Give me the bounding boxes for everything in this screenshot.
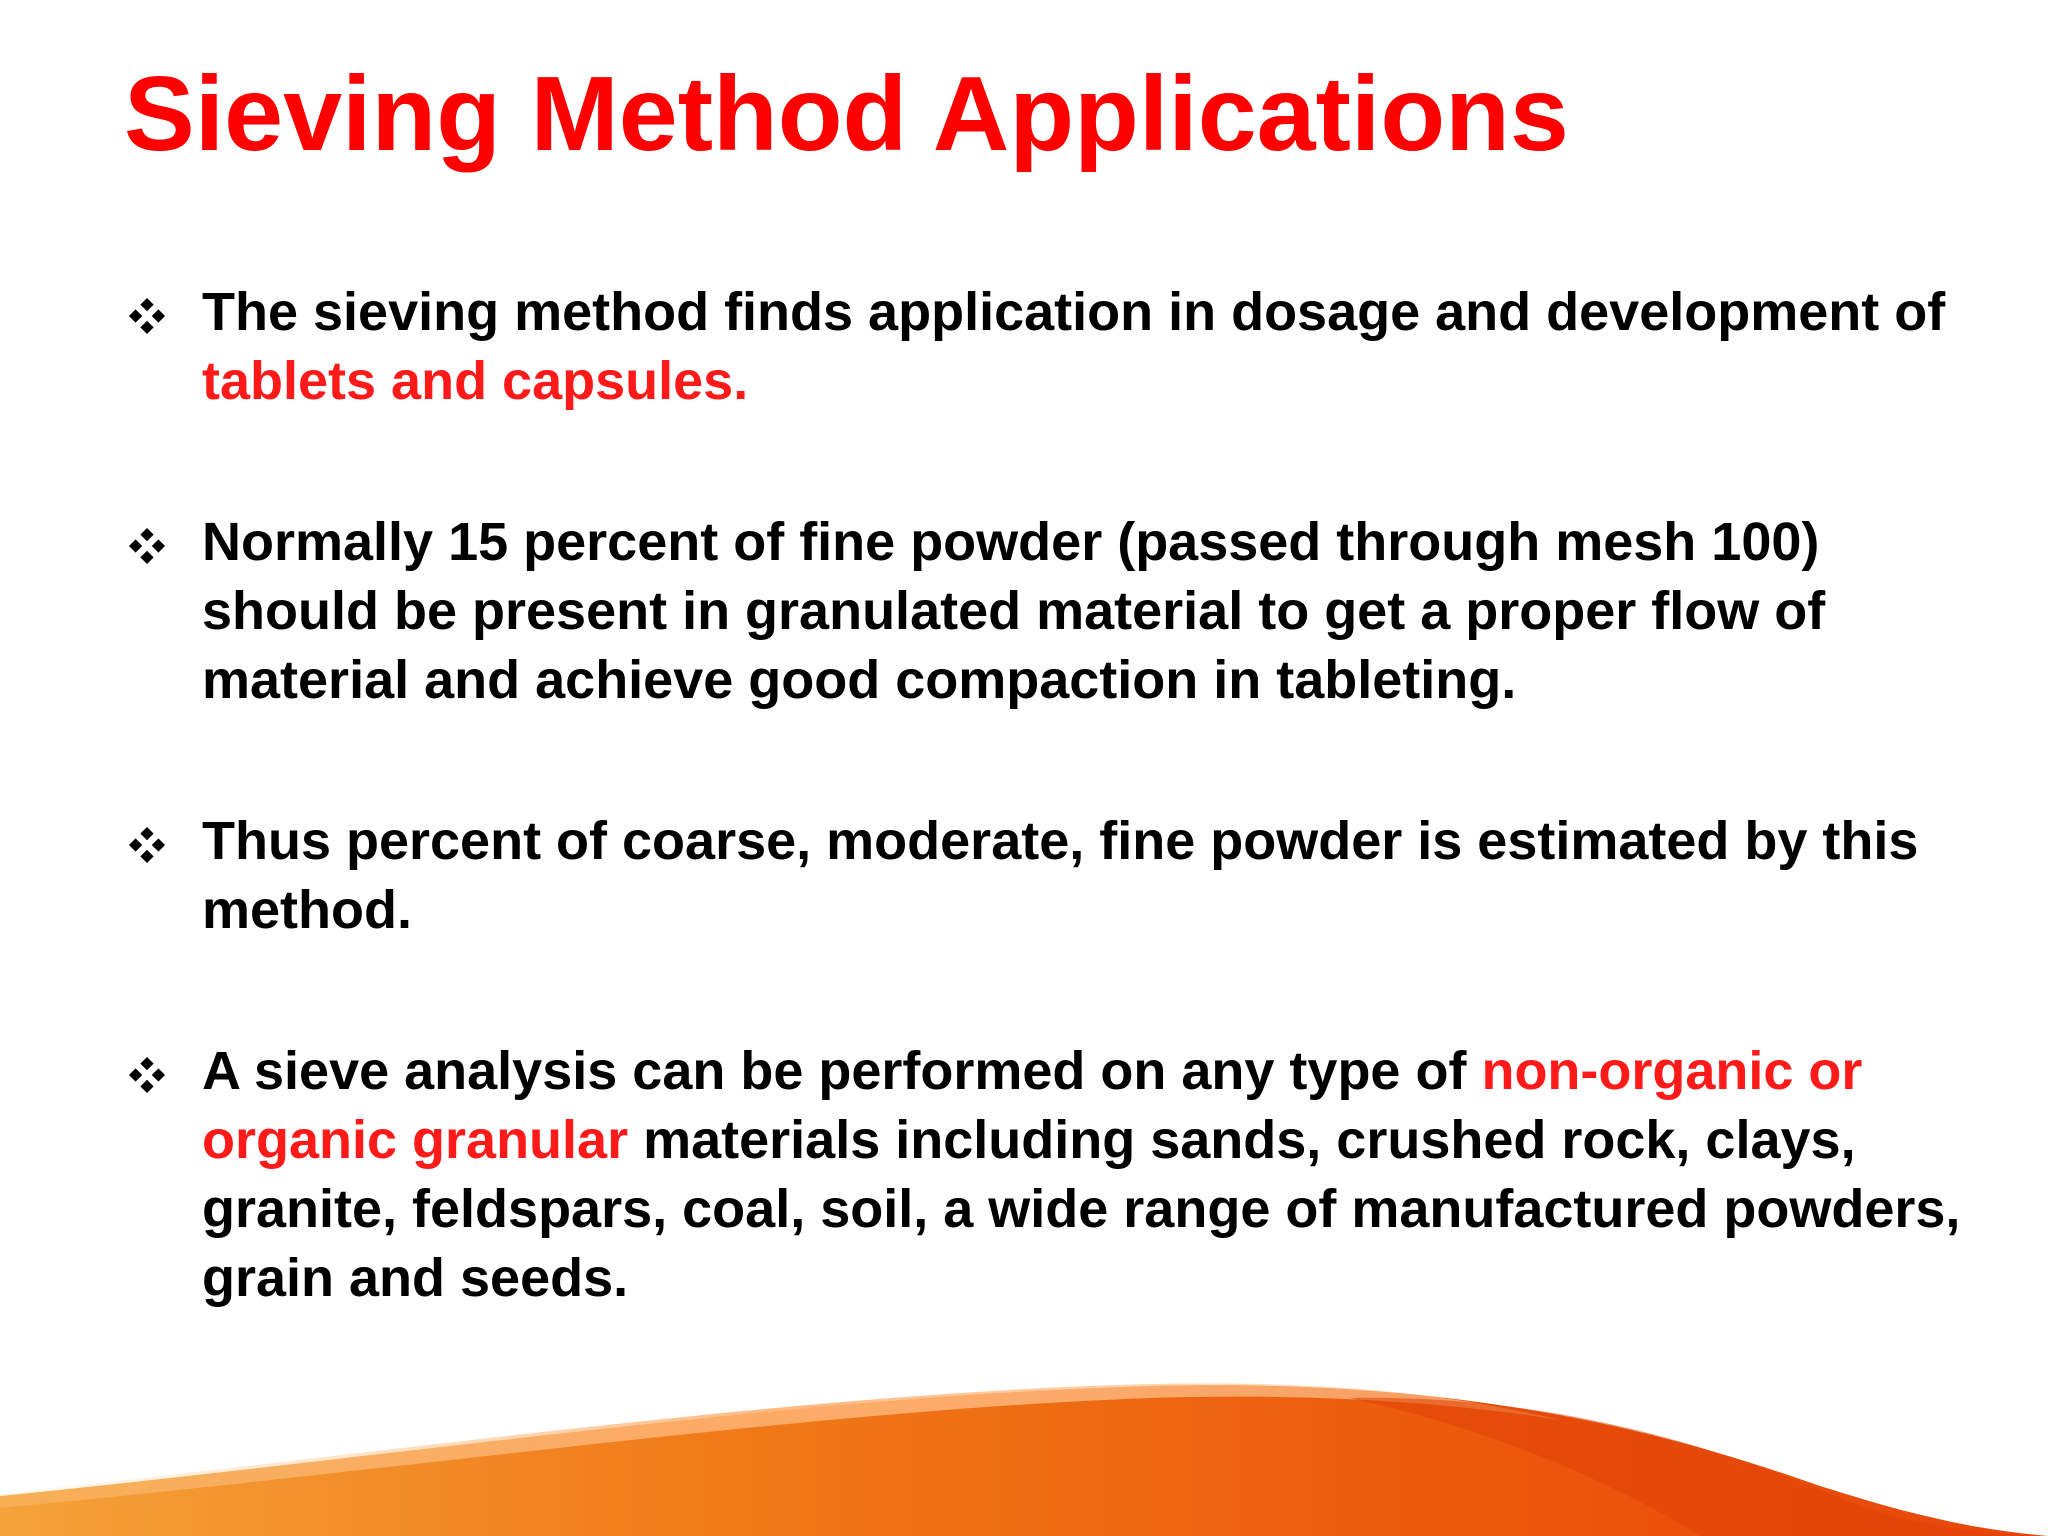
bullet-text: A sieve analysis can be performed on any type of — [202, 1041, 1482, 1101]
highlighted-text: non-organic or organic granular — [202, 1041, 1863, 1170]
four-diamond-bullet-icon — [128, 826, 166, 864]
bullet-item — [124, 508, 1964, 715]
bullet-list — [124, 278, 1964, 1405]
bullet-text-continued: materials including sands, crushed rock, clays, granite, feldspars, coal, soil, a wide range of manufactured powders, grain and seeds. — [202, 1110, 1961, 1308]
bullet-item — [124, 278, 1964, 416]
bullet-text: Thus percent of coarse, moderate, fine powder is estimated by this method. — [202, 811, 1919, 940]
four-diamond-bullet-icon — [128, 527, 166, 565]
bullet-text: Normally 15 percent of fine powder (passed through mesh 100) should be present in granulated material to get a proper flow of material and achieve good compaction in tableting. — [202, 512, 1826, 710]
highlighted-text: tablets and capsules. — [202, 351, 749, 411]
bullet-item — [124, 807, 1964, 945]
decorative-orange-wave — [0, 1336, 2048, 1536]
bullet-text: The sieving method finds application in dosage and development of — [202, 282, 1946, 342]
slide-title: Sieving Method Applications — [124, 55, 1569, 173]
four-diamond-bullet-icon — [128, 1056, 166, 1094]
bullet-item — [124, 1037, 1964, 1313]
four-diamond-bullet-icon — [128, 297, 166, 335]
